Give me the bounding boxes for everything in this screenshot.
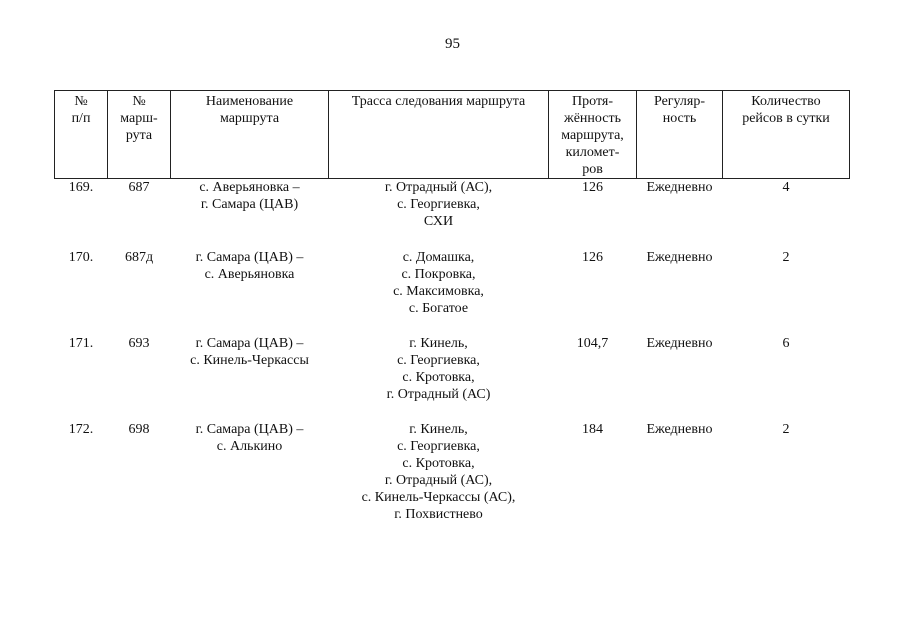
header-line: Протя- xyxy=(572,94,613,109)
header-line: № xyxy=(74,94,88,109)
cell-row-number: 169. xyxy=(68,180,94,195)
route-path-line: с. Домашка, xyxy=(402,250,475,265)
cell-trips-per-day: 2 xyxy=(782,422,790,437)
header-line: марш- xyxy=(120,111,158,126)
route-name-line: с. Аверьяновка xyxy=(204,267,295,282)
route-path-line: с. Георгиевка, xyxy=(397,439,480,454)
cell-route-name xyxy=(171,249,329,335)
header-line: жённость xyxy=(564,111,621,126)
header-line: рута xyxy=(125,128,153,143)
route-name-line: с. Аверьяновка – xyxy=(199,180,300,195)
route-name-line: с. Кинель-Черкассы xyxy=(190,353,309,368)
table-row xyxy=(55,335,850,421)
header-line: № xyxy=(132,94,146,109)
cell-regularity: Ежедневно xyxy=(646,336,713,351)
route-name-line: г. Самара (ЦАВ) xyxy=(200,197,299,212)
route-path-line: с. Максимовка, xyxy=(393,284,484,299)
cell-trips-per-day: 4 xyxy=(782,180,790,195)
header-line: Регуляр- xyxy=(653,94,706,109)
header-line: ность xyxy=(662,111,697,126)
cell-route-path xyxy=(329,421,549,525)
cell-route-length: 126 xyxy=(582,180,603,195)
cell-route-number: 687 xyxy=(128,180,150,195)
table-row xyxy=(55,421,850,525)
route-path-line: г. Отрадный (АС), xyxy=(384,473,493,488)
cell-route-path xyxy=(329,249,549,335)
table-row xyxy=(55,179,850,250)
header-line: маршрута, xyxy=(561,128,624,143)
cell-row-number: 171. xyxy=(68,336,94,351)
header-line: рейсов в сутки xyxy=(742,111,830,126)
cell-row-number: 170. xyxy=(68,250,94,265)
route-name-line: г. Самара (ЦАВ) – xyxy=(195,336,304,351)
header-route-path xyxy=(329,91,549,179)
cell-route-name xyxy=(171,179,329,250)
header-route-number xyxy=(108,91,171,179)
route-path-line: г. Отрадный (АС), xyxy=(384,180,493,195)
cell-route-name xyxy=(171,335,329,421)
header-line: п/п xyxy=(71,111,91,126)
header-line: ров xyxy=(582,162,603,177)
cell-regularity: Ежедневно xyxy=(646,180,713,195)
route-name-line: г. Самара (ЦАВ) – xyxy=(195,250,304,265)
header-trips-per-day xyxy=(723,91,850,179)
cell-route-length: 184 xyxy=(582,422,603,437)
cell-route-number: 698 xyxy=(128,422,150,437)
cell-regularity: Ежедневно xyxy=(646,250,713,265)
header-route-name xyxy=(171,91,329,179)
table-row xyxy=(55,249,850,335)
route-path-line: СХИ xyxy=(423,214,454,229)
cell-route-number: 687д xyxy=(124,250,154,265)
route-path-line: г. Похвистнево xyxy=(394,507,483,522)
cell-trips-per-day: 6 xyxy=(782,336,790,351)
header-line: Трасса следования маршрута xyxy=(351,94,526,109)
cell-row-number: 172. xyxy=(68,422,94,437)
cell-route-path xyxy=(329,179,549,250)
route-path-line: г. Отрадный (АС) xyxy=(386,387,491,402)
cell-route-number: 693 xyxy=(128,336,150,351)
header-row-number xyxy=(55,91,108,179)
route-name-line: г. Самара (ЦАВ) – xyxy=(195,422,304,437)
header-regularity xyxy=(637,91,723,179)
cell-regularity: Ежедневно xyxy=(646,422,713,437)
routes-table xyxy=(54,90,850,525)
cell-route-length: 126 xyxy=(582,250,603,265)
header-line: Количество xyxy=(751,94,821,109)
route-path-line: г. Кинель, xyxy=(409,422,468,437)
page-number: 95 xyxy=(445,36,460,52)
route-path-line: г. Кинель, xyxy=(409,336,468,351)
route-path-line: с. Георгиевка, xyxy=(397,353,480,368)
cell-trips-per-day: 2 xyxy=(782,250,790,265)
route-path-line: с. Георгиевка, xyxy=(397,197,480,212)
table-header-row xyxy=(55,91,850,179)
route-path-line: с. Покровка, xyxy=(401,267,476,282)
cell-route-name xyxy=(171,421,329,525)
route-path-line: с. Богатое xyxy=(408,301,469,316)
route-path-line: с. Кротовка, xyxy=(402,456,475,471)
header-line: километ- xyxy=(565,145,620,160)
header-route-length xyxy=(549,91,637,179)
header-line: Наименование xyxy=(205,94,294,109)
route-path-line: с. Кинель-Черкассы (АС), xyxy=(361,490,516,505)
header-line: маршрута xyxy=(219,111,280,126)
cell-route-path xyxy=(329,335,549,421)
cell-route-length: 104,7 xyxy=(576,336,609,351)
route-path-line: с. Кротовка, xyxy=(402,370,475,385)
route-name-line: с. Алькино xyxy=(216,439,283,454)
